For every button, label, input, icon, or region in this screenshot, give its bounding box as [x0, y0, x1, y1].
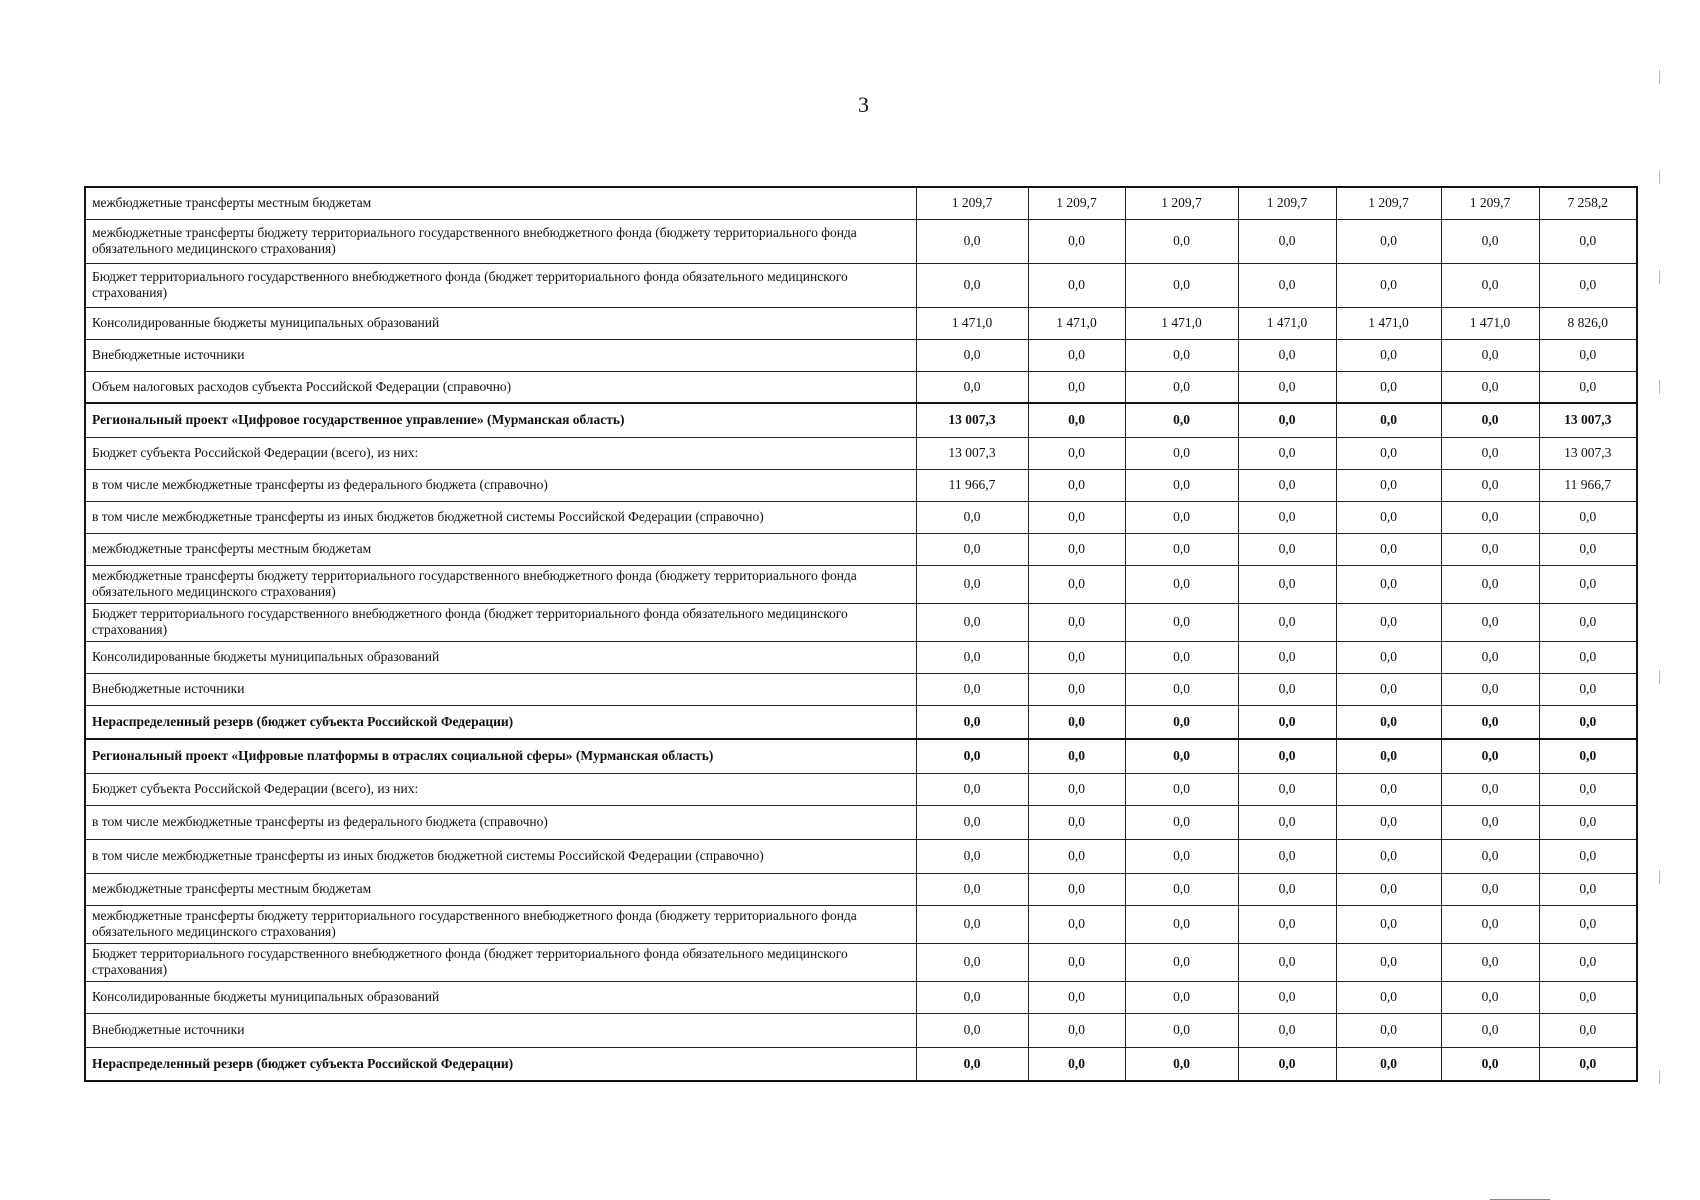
row-year-value: 13 007,3	[916, 437, 1028, 469]
table-row	[85, 739, 1637, 773]
row-year-value: 0,0	[1238, 943, 1336, 981]
row-total-value: 0,0	[1539, 673, 1637, 705]
row-year-value: 0,0	[1028, 1013, 1125, 1047]
row-total-value: 0,0	[1539, 873, 1637, 905]
row-year-value: 0,0	[1125, 673, 1238, 705]
row-year-value: 0,0	[1238, 371, 1336, 403]
row-year-value: 0,0	[1028, 805, 1125, 839]
table-row	[85, 981, 1637, 1013]
row-year-value: 0,0	[1336, 469, 1441, 501]
row-year-value: 1 471,0	[1238, 307, 1336, 339]
row-year-value: 0,0	[1238, 873, 1336, 905]
table-row	[85, 219, 1637, 263]
row-year-value: 0,0	[1028, 565, 1125, 603]
row-total-value: 13 007,3	[1539, 403, 1637, 437]
scan-margin-mark	[1659, 670, 1660, 684]
scan-margin-mark	[1659, 380, 1660, 394]
row-year-value: 0,0	[1441, 805, 1539, 839]
row-year-value: 0,0	[1238, 705, 1336, 739]
row-total-value: 8 826,0	[1539, 307, 1637, 339]
row-year-value: 0,0	[916, 839, 1028, 873]
row-total-value: 0,0	[1539, 1013, 1637, 1047]
row-year-value: 0,0	[1238, 739, 1336, 773]
row-year-value: 0,0	[1336, 339, 1441, 371]
row-year-value: 0,0	[1238, 603, 1336, 641]
row-year-value: 0,0	[1028, 263, 1125, 307]
row-year-value: 0,0	[916, 501, 1028, 533]
row-year-value: 0,0	[1028, 533, 1125, 565]
row-year-value: 0,0	[1441, 437, 1539, 469]
row-year-value: 0,0	[916, 603, 1028, 641]
table-row	[85, 805, 1637, 839]
row-year-value: 0,0	[1028, 603, 1125, 641]
row-year-value: 0,0	[1125, 565, 1238, 603]
row-year-value: 0,0	[1125, 603, 1238, 641]
row-year-value: 0,0	[1238, 219, 1336, 263]
row-year-value: 1 209,7	[1441, 187, 1539, 219]
table-row	[85, 873, 1637, 905]
row-year-value: 0,0	[1336, 705, 1441, 739]
row-year-value: 0,0	[1441, 339, 1539, 371]
row-year-value: 0,0	[1125, 1013, 1238, 1047]
row-label: в том числе межбюджетные трансферты из федерального бюджета (справочно)	[85, 805, 916, 839]
row-year-value: 0,0	[1441, 673, 1539, 705]
table-row	[85, 371, 1637, 403]
row-year-value: 0,0	[916, 339, 1028, 371]
row-year-value: 1 209,7	[1125, 187, 1238, 219]
row-year-value: 0,0	[916, 371, 1028, 403]
row-year-value: 0,0	[1028, 371, 1125, 403]
row-year-value: 0,0	[1336, 437, 1441, 469]
row-year-value: 0,0	[1028, 673, 1125, 705]
row-label: Региональный проект «Цифровые платформы в отраслях социальной сферы» (Мурманская область)	[85, 739, 916, 773]
row-year-value: 0,0	[1238, 805, 1336, 839]
row-year-value: 0,0	[1336, 773, 1441, 805]
row-label: Бюджет территориального государственного внебюджетного фонда (бюджет территориального фонда обязательного медицинского страхования)	[85, 603, 916, 641]
row-year-value: 0,0	[1441, 219, 1539, 263]
table-row	[85, 403, 1637, 437]
row-year-value: 0,0	[1028, 501, 1125, 533]
row-year-value: 0,0	[916, 219, 1028, 263]
row-total-value: 0,0	[1539, 603, 1637, 641]
row-total-value: 0,0	[1539, 371, 1637, 403]
row-year-value: 0,0	[1238, 339, 1336, 371]
row-year-value: 0,0	[1336, 943, 1441, 981]
row-year-value: 0,0	[916, 905, 1028, 943]
row-year-value: 0,0	[1028, 773, 1125, 805]
row-year-value: 0,0	[1441, 773, 1539, 805]
row-year-value: 0,0	[916, 773, 1028, 805]
row-year-value: 0,0	[1125, 469, 1238, 501]
row-year-value: 0,0	[1336, 673, 1441, 705]
row-year-value: 0,0	[916, 873, 1028, 905]
row-year-value: 0,0	[1238, 905, 1336, 943]
table-row	[85, 501, 1637, 533]
row-label: Бюджет территориального государственного внебюджетного фонда (бюджет территориального фонда обязательного медицинского страхования)	[85, 943, 916, 981]
row-year-value: 0,0	[1238, 773, 1336, 805]
row-year-value: 0,0	[1238, 533, 1336, 565]
row-year-value: 0,0	[1238, 981, 1336, 1013]
row-year-value: 0,0	[1125, 533, 1238, 565]
row-year-value: 0,0	[1238, 673, 1336, 705]
scan-margin-mark	[1659, 270, 1660, 284]
row-year-value: 0,0	[1441, 533, 1539, 565]
row-total-value: 0,0	[1539, 501, 1637, 533]
row-year-value: 0,0	[1125, 371, 1238, 403]
row-year-value: 0,0	[1238, 839, 1336, 873]
row-total-value: 0,0	[1539, 943, 1637, 981]
row-year-value: 0,0	[1238, 469, 1336, 501]
row-year-value: 0,0	[1336, 739, 1441, 773]
table-row	[85, 1047, 1637, 1081]
row-year-value: 0,0	[1125, 403, 1238, 437]
row-total-value: 0,0	[1539, 805, 1637, 839]
table-row	[85, 705, 1637, 739]
table-row	[85, 263, 1637, 307]
row-total-value: 0,0	[1539, 739, 1637, 773]
row-year-value: 0,0	[1441, 839, 1539, 873]
table-row	[85, 943, 1637, 981]
table-row	[85, 437, 1637, 469]
row-year-value: 0,0	[1125, 641, 1238, 673]
row-total-value: 0,0	[1539, 705, 1637, 739]
row-label: Бюджет субъекта Российской Федерации (всего), из них:	[85, 437, 916, 469]
row-year-value: 0,0	[1125, 437, 1238, 469]
row-year-value: 0,0	[1336, 805, 1441, 839]
row-total-value: 0,0	[1539, 839, 1637, 873]
row-year-value: 0,0	[916, 1013, 1028, 1047]
row-year-value: 0,0	[916, 533, 1028, 565]
row-year-value: 0,0	[1441, 705, 1539, 739]
table-row	[85, 339, 1637, 371]
row-year-value: 0,0	[1028, 943, 1125, 981]
row-year-value: 0,0	[916, 705, 1028, 739]
row-label: межбюджетные трансферты местным бюджетам	[85, 873, 916, 905]
row-total-value: 13 007,3	[1539, 437, 1637, 469]
table-row	[85, 673, 1637, 705]
row-year-value: 0,0	[916, 673, 1028, 705]
budget-table	[84, 186, 1638, 1082]
row-label: Внебюджетные источники	[85, 1013, 916, 1047]
row-year-value: 0,0	[1441, 1047, 1539, 1081]
row-year-value: 0,0	[1441, 943, 1539, 981]
row-year-value: 0,0	[1028, 339, 1125, 371]
row-year-value: 0,0	[1125, 501, 1238, 533]
row-year-value: 0,0	[1125, 1047, 1238, 1081]
row-total-value: 0,0	[1539, 641, 1637, 673]
row-year-value: 0,0	[1125, 739, 1238, 773]
row-year-value: 0,0	[1125, 839, 1238, 873]
row-year-value: 0,0	[916, 943, 1028, 981]
row-label: межбюджетные трансферты бюджету территориального государственного внебюджетного фонда (бюджету территориального фонда обязательного медицинского страхования)	[85, 905, 916, 943]
row-label: межбюджетные трансферты местным бюджетам	[85, 533, 916, 565]
row-year-value: 1 471,0	[1028, 307, 1125, 339]
row-year-value: 0,0	[1125, 981, 1238, 1013]
row-year-value: 0,0	[1028, 437, 1125, 469]
row-label: межбюджетные трансферты бюджету территориального государственного внебюджетного фонда (бюджету территориального фонда обязательного медицинского страхования)	[85, 219, 916, 263]
row-year-value: 0,0	[1238, 403, 1336, 437]
row-year-value: 13 007,3	[916, 403, 1028, 437]
row-label: Бюджет субъекта Российской Федерации (всего), из них:	[85, 773, 916, 805]
row-label: Внебюджетные источники	[85, 339, 916, 371]
row-year-value: 0,0	[1238, 1013, 1336, 1047]
row-year-value: 0,0	[916, 981, 1028, 1013]
row-label: Консолидированные бюджеты муниципальных образований	[85, 641, 916, 673]
row-year-value: 0,0	[1441, 403, 1539, 437]
row-year-value: 0,0	[1336, 873, 1441, 905]
row-label: Бюджет территориального государственного внебюджетного фонда (бюджет территориального фонда обязательного медицинского страхования)	[85, 263, 916, 307]
row-year-value: 0,0	[1028, 469, 1125, 501]
row-year-value: 0,0	[1028, 705, 1125, 739]
row-year-value: 0,0	[916, 565, 1028, 603]
row-year-value: 0,0	[1336, 263, 1441, 307]
table-row	[85, 839, 1637, 873]
row-year-value: 0,0	[1125, 339, 1238, 371]
scan-margin-mark	[1659, 70, 1660, 84]
row-year-value: 0,0	[1336, 905, 1441, 943]
row-total-value: 0,0	[1539, 219, 1637, 263]
table-row	[85, 905, 1637, 943]
row-year-value: 0,0	[1238, 263, 1336, 307]
row-year-value: 0,0	[1336, 839, 1441, 873]
row-total-value: 0,0	[1539, 533, 1637, 565]
scan-margin-mark	[1659, 870, 1660, 884]
row-label: в том числе межбюджетные трансферты из иных бюджетов бюджетной системы Российской Федерации (справочно)	[85, 501, 916, 533]
table-row	[85, 565, 1637, 603]
row-year-value: 0,0	[916, 805, 1028, 839]
row-label: Объем налоговых расходов субъекта Российской Федерации (справочно)	[85, 371, 916, 403]
row-year-value: 0,0	[1028, 739, 1125, 773]
row-year-value: 1 209,7	[916, 187, 1028, 219]
scan-margin-mark	[1659, 1070, 1660, 1084]
row-year-value: 0,0	[1125, 705, 1238, 739]
row-year-value: 0,0	[1336, 565, 1441, 603]
row-year-value: 0,0	[1125, 773, 1238, 805]
row-year-value: 0,0	[1441, 565, 1539, 603]
row-year-value: 0,0	[1441, 371, 1539, 403]
row-total-value: 0,0	[1539, 565, 1637, 603]
table-body	[85, 187, 1637, 1081]
row-year-value: 0,0	[1441, 603, 1539, 641]
row-label: Консолидированные бюджеты муниципальных образований	[85, 307, 916, 339]
row-year-value: 0,0	[1441, 469, 1539, 501]
row-total-value: 7 258,2	[1539, 187, 1637, 219]
row-year-value: 0,0	[1028, 905, 1125, 943]
row-label: в том числе межбюджетные трансферты из федерального бюджета (справочно)	[85, 469, 916, 501]
row-year-value: 0,0	[1125, 943, 1238, 981]
row-total-value: 0,0	[1539, 263, 1637, 307]
row-total-value: 0,0	[1539, 1047, 1637, 1081]
row-year-value: 0,0	[1441, 501, 1539, 533]
row-label: Консолидированные бюджеты муниципальных образований	[85, 981, 916, 1013]
row-year-value: 0,0	[1441, 739, 1539, 773]
row-year-value: 0,0	[1238, 565, 1336, 603]
row-year-value: 0,0	[916, 1047, 1028, 1081]
row-year-value: 0,0	[1441, 981, 1539, 1013]
row-total-value: 0,0	[1539, 773, 1637, 805]
table-row	[85, 641, 1637, 673]
row-year-value: 0,0	[1441, 263, 1539, 307]
row-label: Внебюджетные источники	[85, 673, 916, 705]
row-year-value: 0,0	[1028, 839, 1125, 873]
row-year-value: 0,0	[1441, 905, 1539, 943]
row-year-value: 0,0	[1125, 219, 1238, 263]
row-year-value: 0,0	[916, 263, 1028, 307]
row-year-value: 0,0	[1336, 219, 1441, 263]
row-year-value: 1 471,0	[1336, 307, 1441, 339]
row-year-value: 0,0	[1336, 1047, 1441, 1081]
row-year-value: 0,0	[1336, 603, 1441, 641]
row-year-value: 0,0	[1336, 1013, 1441, 1047]
table-row	[85, 533, 1637, 565]
row-year-value: 0,0	[1125, 905, 1238, 943]
table-row	[85, 187, 1637, 219]
table-row	[85, 603, 1637, 641]
row-year-value: 0,0	[1125, 263, 1238, 307]
row-year-value: 0,0	[1336, 641, 1441, 673]
row-year-value: 1 471,0	[1125, 307, 1238, 339]
row-year-value: 0,0	[1238, 641, 1336, 673]
table-row	[85, 307, 1637, 339]
row-year-value: 0,0	[1028, 219, 1125, 263]
table-row	[85, 469, 1637, 501]
row-year-value: 0,0	[1336, 981, 1441, 1013]
row-total-value: 11 966,7	[1539, 469, 1637, 501]
row-label: межбюджетные трансферты бюджету территориального государственного внебюджетного фонда (бюджету территориального фонда обязательного медицинского страхования)	[85, 565, 916, 603]
row-label: межбюджетные трансферты местным бюджетам	[85, 187, 916, 219]
row-year-value: 0,0	[1336, 501, 1441, 533]
row-year-value: 0,0	[916, 641, 1028, 673]
row-total-value: 0,0	[1539, 905, 1637, 943]
row-label: Нераспределенный резерв (бюджет субъекта Российской Федерации)	[85, 1047, 916, 1081]
row-year-value: 11 966,7	[916, 469, 1028, 501]
row-year-value: 1 209,7	[1336, 187, 1441, 219]
row-year-value: 1 209,7	[1028, 187, 1125, 219]
row-total-value: 0,0	[1539, 339, 1637, 371]
page-number: 3	[858, 92, 869, 117]
row-year-value: 1 209,7	[1238, 187, 1336, 219]
table-row	[85, 1013, 1637, 1047]
row-label: Региональный проект «Цифровое государственное управление» (Мурманская область)	[85, 403, 916, 437]
row-year-value: 0,0	[1028, 1047, 1125, 1081]
row-year-value: 0,0	[1441, 873, 1539, 905]
row-year-value: 0,0	[1028, 981, 1125, 1013]
row-year-value: 1 471,0	[916, 307, 1028, 339]
row-year-value: 0,0	[1028, 403, 1125, 437]
row-year-value: 1 471,0	[1441, 307, 1539, 339]
row-year-value: 0,0	[1336, 533, 1441, 565]
row-year-value: 0,0	[1125, 873, 1238, 905]
row-label: в том числе межбюджетные трансферты из иных бюджетов бюджетной системы Российской Федерации (справочно)	[85, 839, 916, 873]
row-year-value: 0,0	[1441, 641, 1539, 673]
row-year-value: 0,0	[1028, 641, 1125, 673]
row-year-value: 0,0	[1125, 805, 1238, 839]
row-year-value: 0,0	[1336, 371, 1441, 403]
row-year-value: 0,0	[1238, 1047, 1336, 1081]
row-year-value: 0,0	[1441, 1013, 1539, 1047]
scan-margin-mark	[1659, 170, 1660, 184]
row-year-value: 0,0	[1238, 501, 1336, 533]
row-year-value: 0,0	[916, 739, 1028, 773]
row-total-value: 0,0	[1539, 981, 1637, 1013]
row-year-value: 0,0	[1028, 873, 1125, 905]
table-row	[85, 773, 1637, 805]
row-label: Нераспределенный резерв (бюджет субъекта Российской Федерации)	[85, 705, 916, 739]
row-year-value: 0,0	[1238, 437, 1336, 469]
row-year-value: 0,0	[1336, 403, 1441, 437]
